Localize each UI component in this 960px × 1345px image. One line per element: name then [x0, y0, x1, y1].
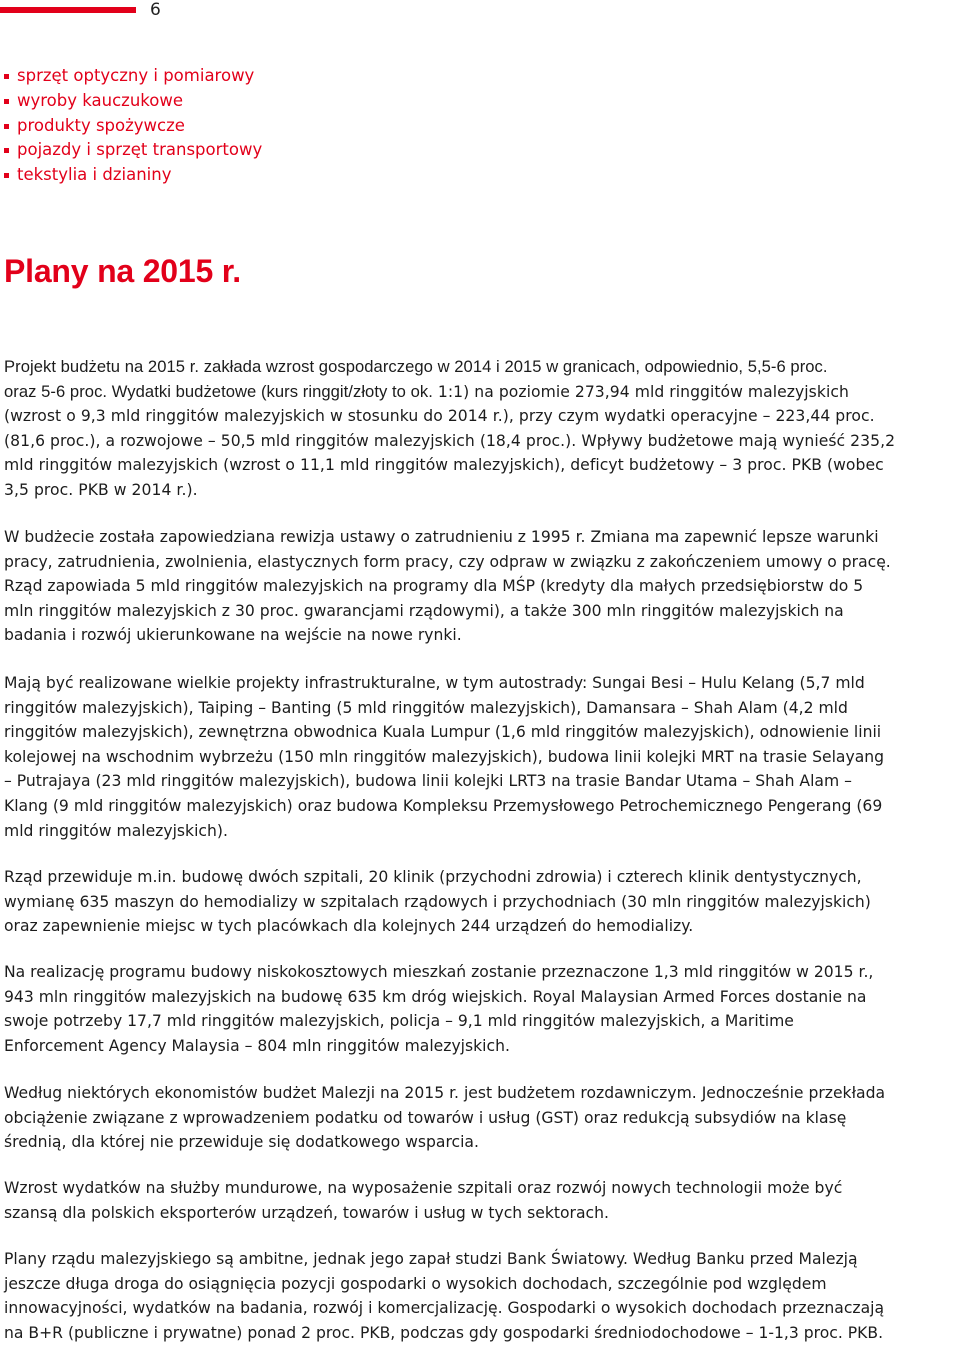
- paragraph-line: jeszcze długa droga do osiągnięcia pozycji gospodarki o wysokich dochodach, szczególnie pod względem: [4, 1274, 827, 1293]
- paragraph-employment: [4, 525, 958, 648]
- paragraph-world-bank: [4, 1247, 958, 1345]
- list-item-text: tekstylia i dzianiny: [17, 165, 172, 185]
- paragraph-line: Klang (9 mld ringgitów malezyjskich) oraz budowa Kompleksu Przemysłowego Petrochemicznego Pengerang (69: [4, 796, 883, 815]
- bullet-square-icon: [4, 173, 9, 178]
- paragraph-line: Wzrost wydatków na służby mundurowe, na wyposażenie szpitali oraz rozwój nowych technologii może być: [4, 1179, 843, 1197]
- list-item: [4, 64, 262, 89]
- paragraph-line: Enforcement Agency Malaysia – 804 mln ringgitów malezyjskich.: [4, 1036, 510, 1055]
- list-item-text: sprzęt optyczny i pomiarowy: [17, 66, 255, 85]
- paragraph-line: Rząd zapowiada 5 mld ringgitów malezyjskich na programy dla MŚP (kredyty dla małych przedsiębiorstw do 5: [4, 577, 864, 596]
- paragraph-line: Projekt budżetu na 2015 r. zakłada wzrost gospodarczego w 2014 i 2015 w granicach, odpowiednio, 5,5-6 proc.: [4, 357, 828, 376]
- paragraph-line: pracy, zatrudnienia, zwolnienia, elastycznych form pracy, czy odpraw w związku z zakończeniem umowy o pracę.: [4, 552, 891, 571]
- section-heading: Plany na 2015 r.: [4, 253, 241, 289]
- paragraph-line: mld ringgitów malezyjskich).: [4, 821, 228, 840]
- paragraph-line: 3,5 proc. PKB w 2014 r.).: [4, 480, 198, 499]
- paragraph-line: Rząd przewiduje m.in. budowę dwóch szpitali, 20 klinik (przychodni zdrowia) i czterech klinik dentystycznych,: [4, 868, 862, 886]
- paragraph-line: na B+R (publiczne i prywatne) ponad 2 proc. PKB, podczas gdy gospodarki średniodochodowe – 1-1,3 proc. PKB.: [4, 1323, 884, 1342]
- paragraph-infrastructure: [4, 671, 958, 843]
- list-item: [4, 89, 262, 114]
- paragraph-line: obciążenie związane z wprowadzeniem podatku od towarów i usług (GST) oraz redukcją subsydiów na klasę: [4, 1108, 847, 1127]
- bullet-square-icon: [4, 74, 9, 79]
- header-accent-bar: [0, 7, 136, 13]
- paragraph-line: swoje potrzeby 17,7 mld ringgitów malezyjskich, policja – 9,1 mld ringgitów malezyjskich, a Maritime: [4, 1012, 794, 1031]
- paragraph-line: Na realizację programu budowy niskokosztowych mieszkań zostanie przeznaczone 1,3 mld ringgitów w 2015 r.,: [4, 963, 874, 981]
- paragraph-line: średnią, dla której nie przewiduje się dodatkowego wsparcia.: [4, 1133, 479, 1152]
- paragraph-line: Plany rządu malezyjskiego są ambitne, jednak jego zapał studzi Bank Światowy. Według Banku przed Malezją: [4, 1250, 858, 1268]
- list-item: [4, 138, 262, 163]
- paragraph-line: kolejowej na wschodnim wybrzeżu (150 mln ringgitów malezyjskich), budowa linii kolejki MRT na trasie Selayang: [4, 747, 885, 766]
- paragraph-line: szansą dla polskich eksporterów urządzeń, towarów i usług w tych sektorach.: [4, 1203, 609, 1222]
- paragraph-line: innowacyjności, wydatków na badania, rozwój i komercjalizację. Gospodarki o wysokich dochodach przeznaczają: [4, 1299, 885, 1318]
- paragraph-line: – Putrajaya (23 mld ringgitów malezyjskich), budowa linii kolejki LRT3 na trasie Bandar Utama – Shah Alam –: [4, 772, 852, 791]
- list-item: [4, 163, 262, 188]
- bullet-square-icon: [4, 124, 9, 129]
- page-number: 6: [150, 0, 161, 20]
- paragraph-line: W budżecie została zapowiedziana rewizja ustawy o zatrudnieniu z 1995 r. Zmiana ma zapewnić lepsze warunki: [4, 528, 879, 546]
- list-item-text: produkty spożywcze: [17, 115, 185, 135]
- paragraph-budget: [4, 355, 958, 503]
- paragraph-line-mixed: [4, 380, 958, 405]
- bullet-square-icon: [4, 99, 9, 104]
- bullet-square-icon: [4, 148, 9, 153]
- paragraph-line: (81,6 proc.), a rozwojowe – 50,5 mld ringgitów malezyjskich (18,4 proc.). Wpływy budżetowe mają wynieść 235,2: [4, 431, 896, 450]
- list-item: [4, 114, 262, 139]
- paragraph-line: Mają być realizowane wielkie projekty infrastrukturalne, w tym autostrady: Sungai Besi – Hulu Kelang (5,7 mld: [4, 674, 865, 692]
- paragraph-line-part: 1:1) na poziomie 273,94 mld ringgitów malezyjskich: [432, 382, 849, 401]
- product-bullet-list: [4, 64, 262, 188]
- paragraph-line: wymianę 635 maszyn do hemodializy w szpitalach rządowych i przychodniach (30 mln ringgitów malezyjskich): [4, 892, 871, 911]
- paragraph-line: mld ringgitów malezyjskich (wzrost o 11,1 mld ringgitów malezyjskich), deficyt budżetowy – 3 proc. PKB (wobec: [4, 456, 884, 475]
- paragraph-line: Według niektórych ekonomistów budżet Malezji na 2015 r. jest budżetem rozdawniczym. Jednocześnie przekłada: [4, 1084, 886, 1102]
- paragraph-opportunity: [4, 1176, 958, 1225]
- paragraph-line: oraz zapewnienie miejsc w tych placówkach dla kolejnych 244 urządzeń do hemodializy.: [4, 917, 694, 936]
- paragraph-healthcare: [4, 865, 958, 939]
- paragraph-line: mln ringgitów malezyjskich z 30 proc. gwarancjami rządowymi), a także 300 mln ringgitów malezyjskich na: [4, 601, 844, 620]
- paragraph-line: ringgitów malezyjskich), zewnętrzna obwodnica Kuala Lumpur (1,6 mld ringgitów malezyjskich), odnowienie linii: [4, 723, 882, 742]
- paragraph-line-part: oraz 5-6 proc. Wydatki budżetowe (kurs ringgit/złoty to ok.: [4, 381, 433, 401]
- paragraph-line: (wzrost o 9,3 mld ringgitów malezyjskich w stosunku do 2014 r.), przy czym wydatki operacyjne – 223,44 proc.: [4, 407, 875, 426]
- list-item-text: wyroby kauczukowe: [17, 90, 183, 110]
- paragraph-line: ringgitów malezyjskich), Taiping – Banting (5 mld ringgitów malezyjskich), Damansara – Shah Alam (4,2 mld: [4, 698, 848, 717]
- list-item-text: pojazdy i sprzęt transportowy: [17, 140, 263, 160]
- paragraph-line: badania i rozwój ukierunkowane na wejście na nowe rynki.: [4, 626, 462, 645]
- paragraph-line: 943 mln ringgitów malezyjskich na budowę 635 km dróg wiejskich. Royal Malaysian Armed Forces dostanie na: [4, 987, 867, 1006]
- paragraph-housing: [4, 960, 958, 1058]
- paragraph-economists: [4, 1081, 958, 1155]
